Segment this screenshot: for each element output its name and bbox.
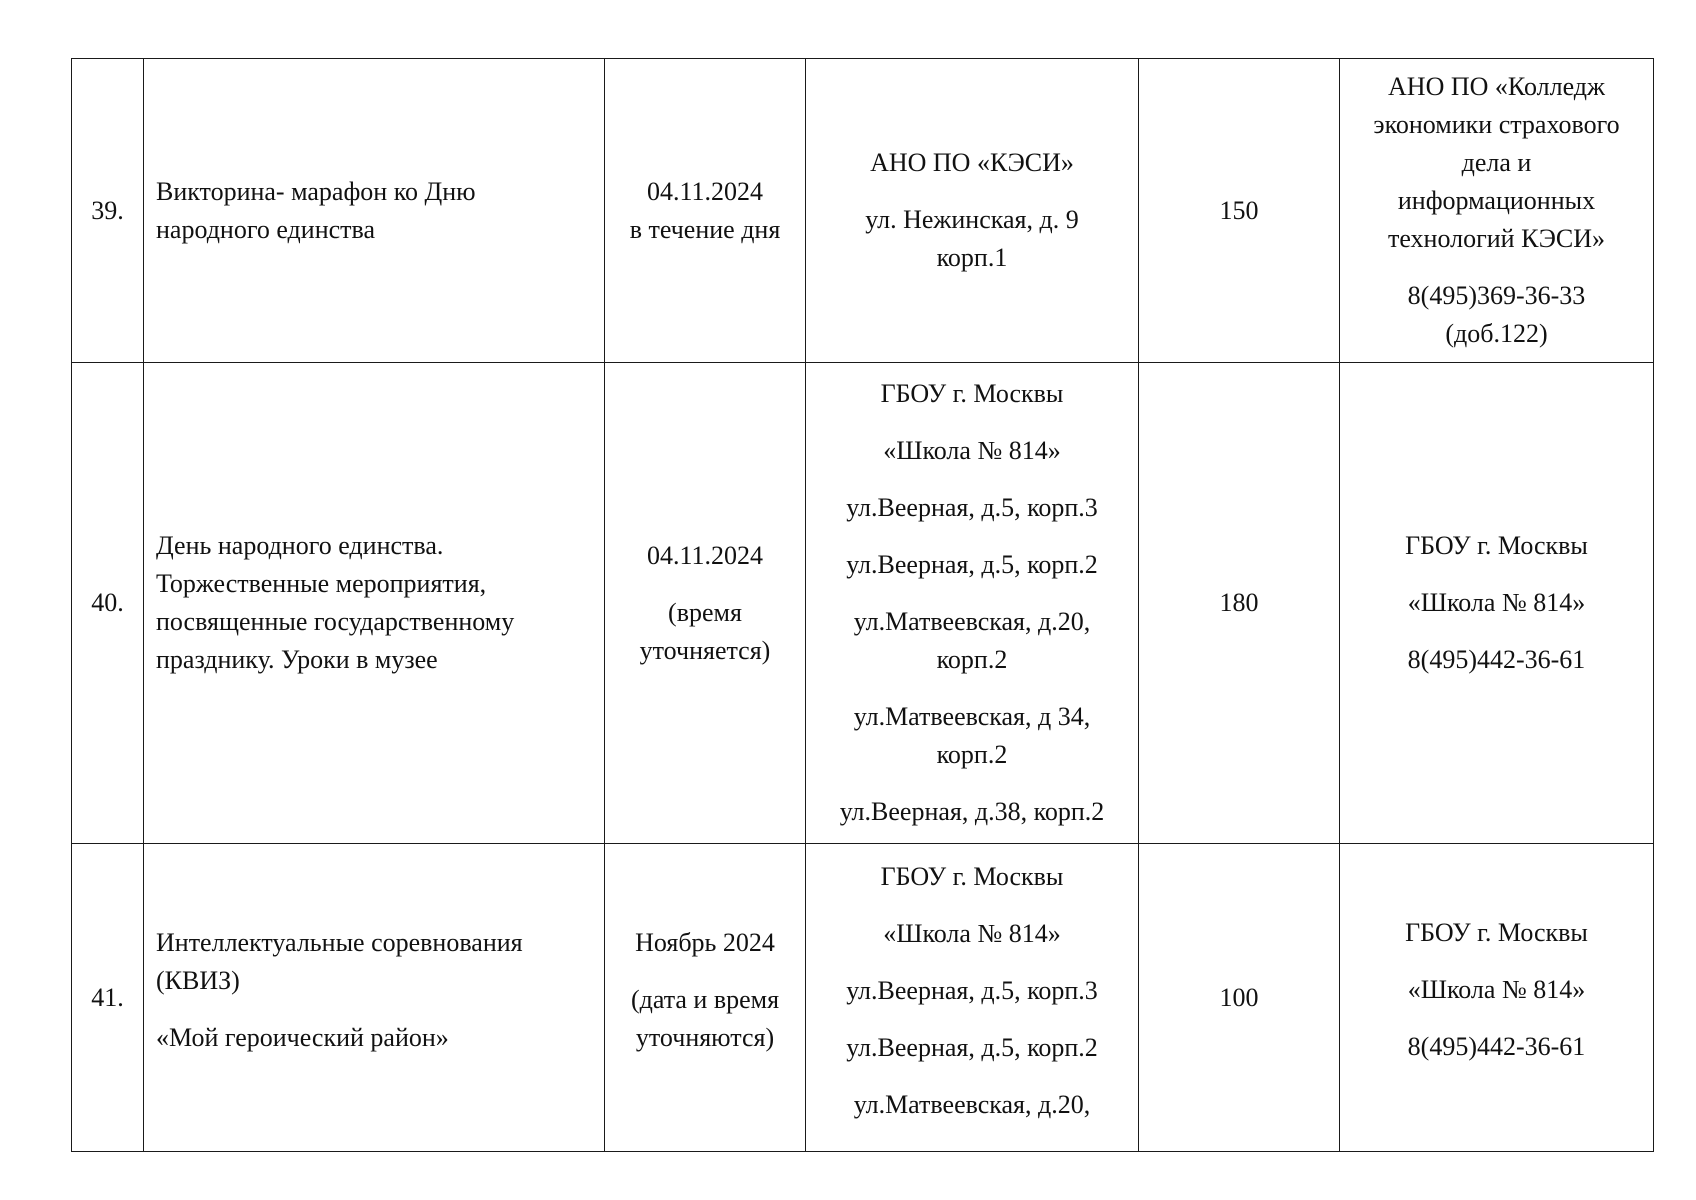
venue-line: ул.Веерная, д.38, корп.2 xyxy=(839,797,1105,826)
venue-line: «Школа № 814» xyxy=(883,436,1061,465)
organizer-phone: 8(495)442-36-61 xyxy=(1407,645,1586,674)
event-date xyxy=(605,363,806,844)
event-date xyxy=(605,844,806,1152)
organizer-line: экономики страхового xyxy=(1373,110,1620,139)
venue-line: ул.Веерная, д.5, корп.3 xyxy=(846,976,1098,1005)
event-name-line: «Мой героический район» xyxy=(156,1023,449,1052)
venue-line: корп.1 xyxy=(936,243,1008,272)
venue-line: ул.Матвеевская, д.20, xyxy=(853,1090,1091,1119)
event-date-line: 04.11.2024 xyxy=(646,540,764,570)
event-venue xyxy=(806,844,1139,1152)
participant-count: 100 xyxy=(1139,844,1340,1152)
venue-line: ул. Нежинская, д. 9 xyxy=(865,205,1079,234)
venue-line: корп.2 xyxy=(936,645,1008,674)
organizer xyxy=(1340,59,1654,363)
event-name-line: народного единства xyxy=(156,214,375,244)
event-name-line: Викторина- марафон ко Дню xyxy=(156,176,476,206)
event-date-line: уточняется) xyxy=(639,635,771,665)
venue-line: ул.Веерная, д.5, корп.3 xyxy=(846,493,1098,522)
event-name-line: (КВИЗ) xyxy=(156,966,240,995)
organizer-line: ГБОУ г. Москвы xyxy=(1405,918,1588,947)
event-date-line: уточняются) xyxy=(635,1023,775,1052)
event-name-line: День народного единства. xyxy=(156,531,444,560)
venue-line: корп.2 xyxy=(936,740,1008,769)
event-name-line: Торжественные мероприятия, xyxy=(156,569,487,598)
events-table xyxy=(71,58,1654,1152)
participant-count: 180 xyxy=(1139,363,1340,844)
event-date-note xyxy=(605,594,805,670)
organizer xyxy=(1340,844,1654,1152)
participant-count: 150 xyxy=(1139,59,1340,363)
event-name xyxy=(144,363,605,844)
venue-block xyxy=(806,201,1138,277)
event-name-line: празднику. Уроки в музее xyxy=(156,645,438,674)
table-row xyxy=(72,363,1654,844)
event-date-line: (дата и время xyxy=(630,985,780,1014)
organizer xyxy=(1340,363,1654,844)
event-date-line: (время xyxy=(668,597,742,627)
organizer-line: технологий КЭСИ» xyxy=(1387,224,1606,253)
venue-line: ул.Матвеевская, д.20, xyxy=(853,607,1091,636)
venue-line: ул.Веерная, д.5, корп.2 xyxy=(846,550,1098,579)
venue-block xyxy=(806,698,1138,774)
organizer-line: «Школа № 814» xyxy=(1407,975,1586,1004)
event-date-line: 04.11.2024 xyxy=(646,176,764,206)
event-venue xyxy=(806,363,1139,844)
event-name-line: посвященные государственному xyxy=(156,607,515,636)
row-number: 40. xyxy=(72,363,144,844)
venue-line: «Школа № 814» xyxy=(883,919,1061,948)
organizer-line: АНО ПО «Колледж xyxy=(1388,72,1605,101)
event-name xyxy=(144,844,605,1152)
venue-line: ГБОУ г. Москвы xyxy=(880,862,1064,891)
organizer-line: дела и xyxy=(1461,148,1532,177)
event-date xyxy=(605,59,806,363)
organizer-line: ГБОУ г. Москвы xyxy=(1405,531,1588,560)
event-name xyxy=(144,59,605,363)
organizer-phone: 8(495)442-36-61 xyxy=(1407,1032,1586,1061)
venue-line: ул.Веерная, д.5, корп.2 xyxy=(846,1033,1098,1062)
organizer-phone: 8(495)369-36-33 xyxy=(1407,281,1586,310)
venue-line: АНО ПО «КЭСИ» xyxy=(870,148,1074,177)
table-row xyxy=(72,59,1654,363)
event-date-line: Ноябрь 2024 xyxy=(635,928,775,957)
table-row xyxy=(72,844,1654,1152)
venue-block xyxy=(806,603,1138,679)
event-date-line: в течение дня xyxy=(629,214,781,244)
venue-line: ул.Матвеевская, д 34, xyxy=(853,702,1091,731)
row-number: 41. xyxy=(72,844,144,1152)
event-date-note xyxy=(605,981,805,1057)
organizer-line: «Школа № 814» xyxy=(1407,588,1586,617)
event-name-line: Интеллектуальные соревнования xyxy=(156,928,523,957)
organizer-phone-ext: (доб.122) xyxy=(1445,319,1548,348)
organizer-line: информационных xyxy=(1397,186,1596,215)
organizer-phone-block xyxy=(1340,277,1653,353)
event-venue xyxy=(806,59,1139,363)
event-name-block xyxy=(156,924,596,1000)
organizer-block xyxy=(1340,68,1653,258)
venue-line: ГБОУ г. Москвы xyxy=(880,379,1064,408)
row-number: 39. xyxy=(72,59,144,363)
